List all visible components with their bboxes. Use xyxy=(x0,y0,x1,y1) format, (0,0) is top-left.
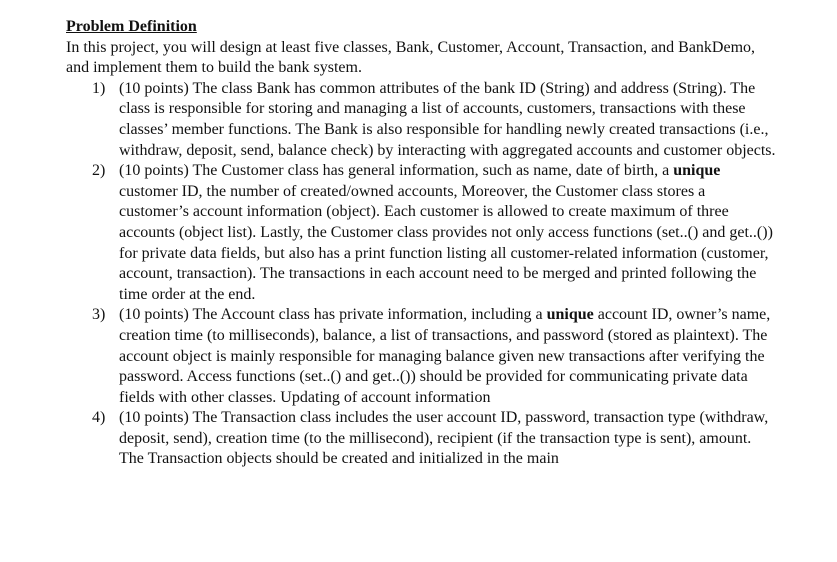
section-heading: Problem Definition xyxy=(66,18,197,35)
requirement-account-class xyxy=(66,305,776,408)
requirement-text: (10 points) The Account class has private information, including a xyxy=(119,306,547,324)
requirement-text: (10 points) The class Bank has common attributes of the bank ID (String) and address (String). The class is responsible for storing and managing a list of accounts, customers, transactions with these classes’ member functions. The Bank is also responsible for handling newly created transactions (i.e., withdraw, deposit, send, balance check) by interacting with aggregated accounts and customer objects. xyxy=(119,79,776,159)
document-body xyxy=(66,17,776,470)
list-number: 1) xyxy=(92,79,106,97)
requirement-transaction-class xyxy=(66,408,776,470)
requirement-text-continued: account ID, owner’s name, creation time (to milliseconds), balance, a list of transactions, and password (stored as plaintext). The account object is mainly responsible for managing balance given new transactions after verifying the password. Access functions (set..() and get..()) should be provided for communicating private data fields with other classes. Updating of account information xyxy=(119,306,771,406)
requirement-text-continued: customer ID, the number of created/owned accounts, Moreover, the Customer class stores a customer’s account information (object). Each customer is allowed to create maximum of three accounts (object list). Lastly, the Customer class provides not only access functions (set..() and get..()) for private data fields, but also has a print function listing all customer-related information (customer, account, transaction). The transactions in each account need to be merged and printed following the time order at the end. xyxy=(119,182,773,303)
intro-paragraph: In this project, you will design at least five classes, Bank, Customer, Account, Transaction, and BankDemo, and implement them to build the bank system. xyxy=(66,38,756,77)
requirement-customer-class xyxy=(66,161,776,305)
requirement-text: (10 points) The Customer class has general information, such as name, date of birth, a xyxy=(119,162,674,180)
requirement-text: (10 points) The Transaction class includes the user account ID, password, transaction type (withdraw, deposit, send), creation time (to the millisecond), recipient (if the transaction type is sent), amount. The Transaction objects should be created and initialized in the main xyxy=(119,409,769,468)
list-number: 4) xyxy=(92,409,106,427)
requirement-bank-class xyxy=(66,79,776,161)
list-number: 2) xyxy=(92,162,106,180)
emphasis-unique: unique xyxy=(546,306,594,324)
requirements-list xyxy=(66,79,776,470)
list-number: 3) xyxy=(92,306,106,324)
emphasis-unique: unique xyxy=(673,162,721,180)
